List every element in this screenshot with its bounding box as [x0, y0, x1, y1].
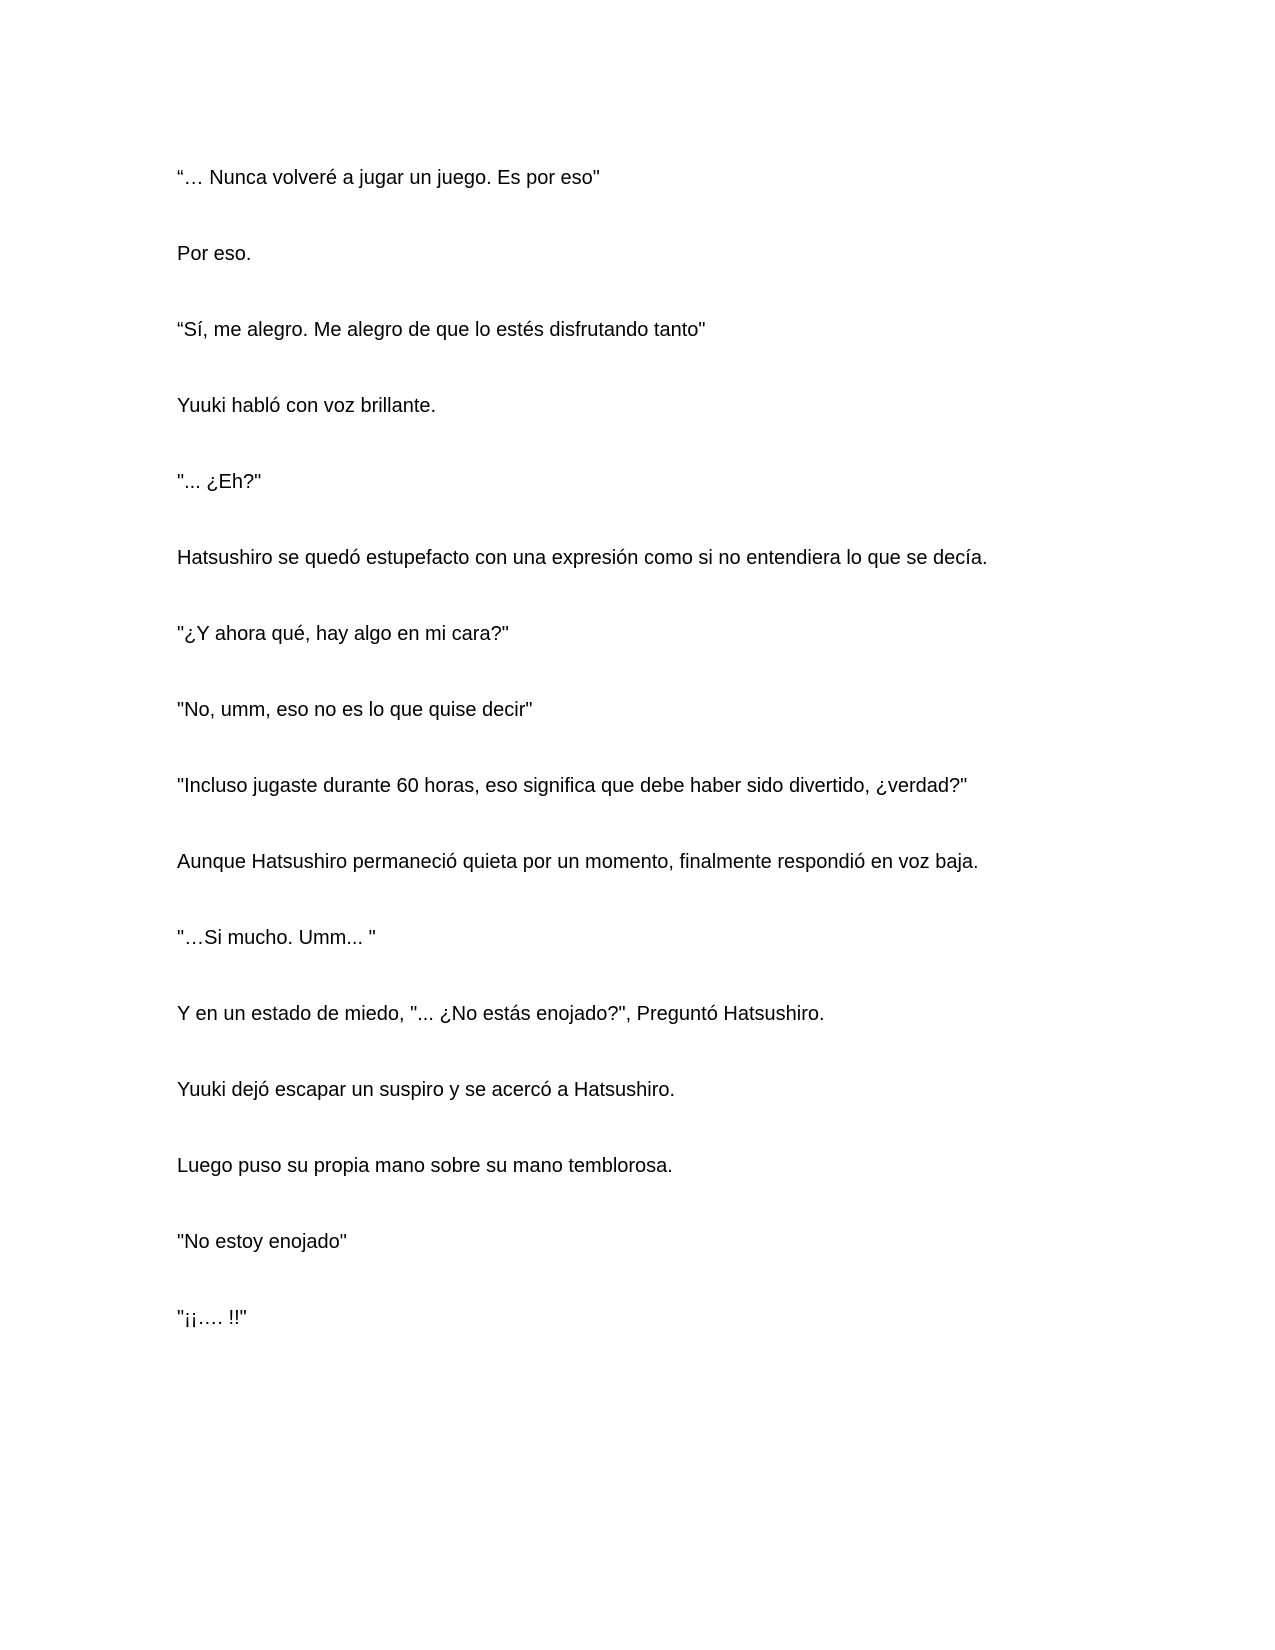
paragraph: Yuuki habló con voz brillante. — [177, 395, 437, 417]
document-body — [177, 166, 1137, 1382]
paragraph: "¿Y ahora qué, hay algo en mi cara?" — [177, 623, 509, 645]
paragraph: Luego puso su propia mano sobre su mano temblorosa. — [177, 1155, 673, 1177]
paragraph: Aunque Hatsushiro permaneció quieta por un momento, finalmente respondió en voz baja. — [177, 851, 979, 873]
paragraph: "¡¡…. !!" — [177, 1307, 247, 1329]
paragraph: Y en un estado de miedo, "... ¿No estás enojado?", Preguntó Hatsushiro. — [177, 1003, 825, 1025]
paragraph: "Incluso jugaste durante 60 horas, eso significa que debe haber sido divertido, ¿verdad?" — [177, 775, 968, 797]
paragraph: "No, umm, eso no es lo que quise decir" — [177, 699, 533, 721]
paragraph: “… Nunca volveré a jugar un juego. Es por eso" — [177, 167, 600, 189]
paragraph: "…Si mucho. Umm... " — [177, 927, 376, 949]
paragraph: "No estoy enojado" — [177, 1231, 347, 1253]
paragraph: “Sí, me alegro. Me alegro de que lo estés disfrutando tanto" — [177, 319, 706, 341]
paragraph: Hatsushiro se quedó estupefacto con una expresión como si no entendiera lo que se decía. — [177, 547, 988, 569]
paragraph: Por eso. — [177, 243, 252, 265]
paragraph: "... ¿Eh?" — [177, 471, 262, 493]
paragraph: Yuuki dejó escapar un suspiro y se acercó a Hatsushiro. — [177, 1079, 676, 1101]
